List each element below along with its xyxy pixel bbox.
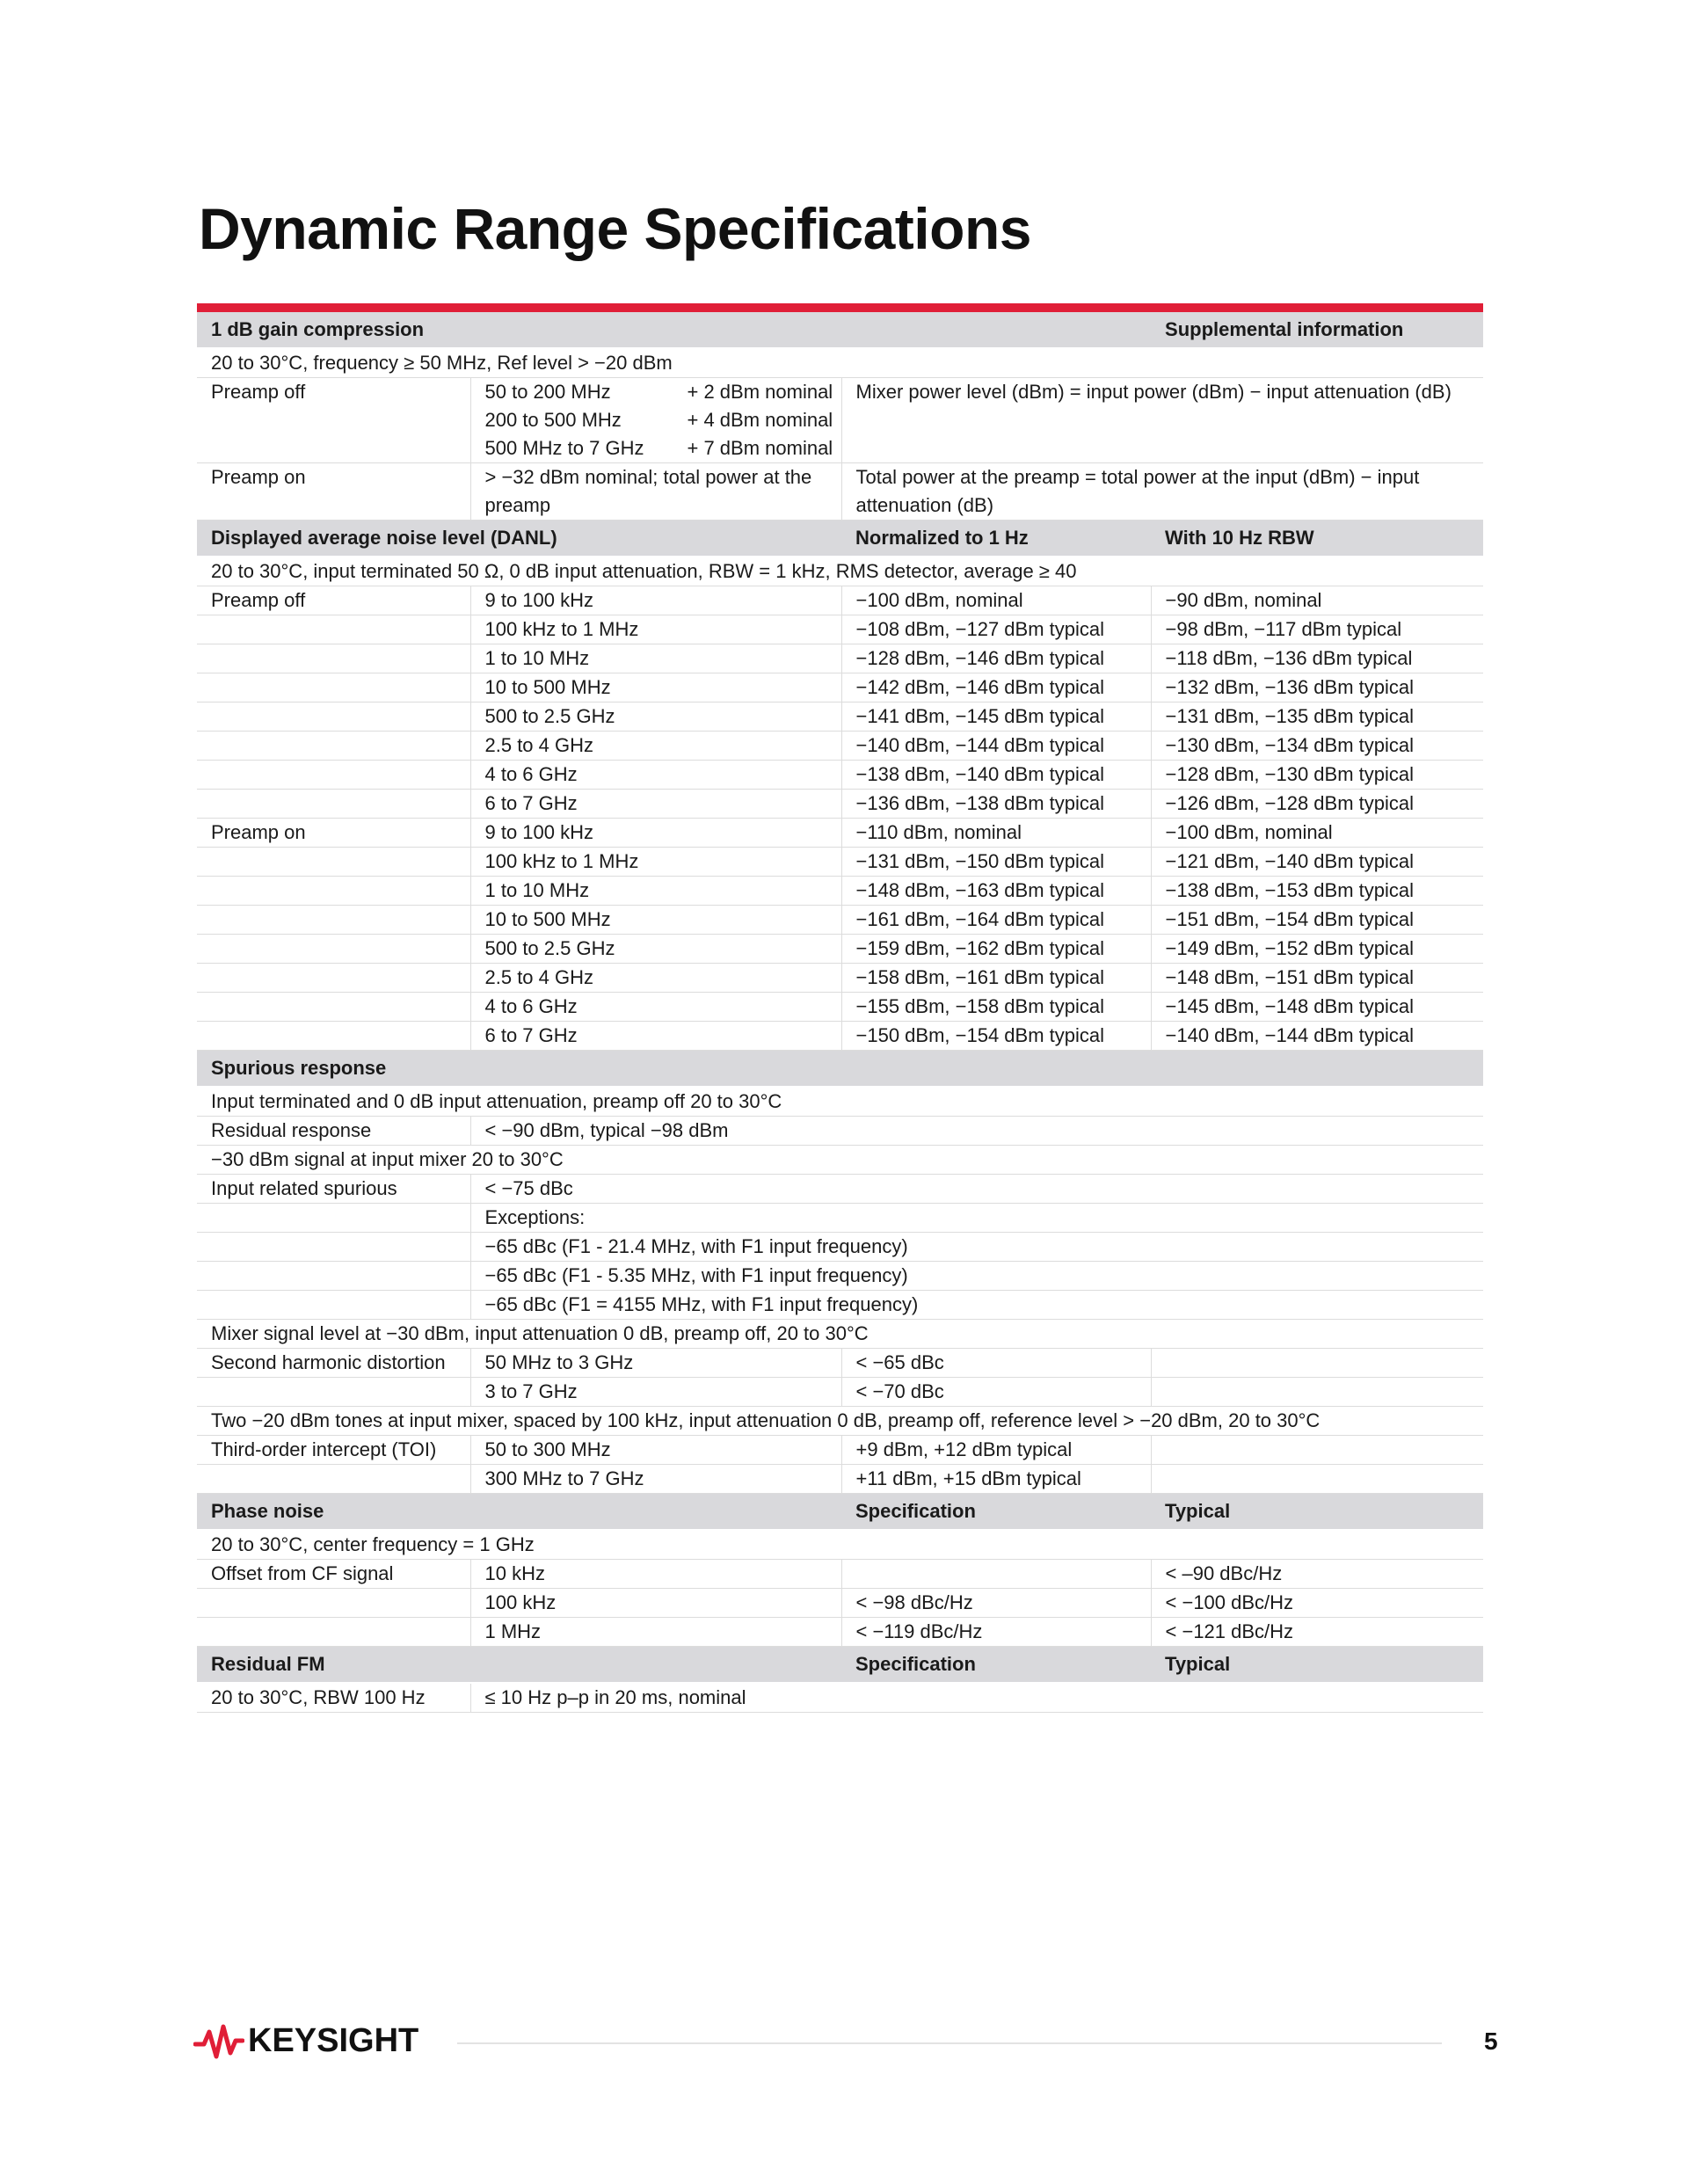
condition-row — [197, 1087, 1483, 1117]
table-row — [197, 790, 1483, 819]
empty-cell — [197, 732, 470, 761]
keysight-logo — [193, 2022, 418, 2060]
spec-value: < −98 dBc/Hz — [841, 1589, 1151, 1618]
rbw-value: −118 dBm, −136 dBm typical — [1151, 644, 1483, 673]
table-row — [197, 848, 1483, 877]
norm-value: −161 dBm, −164 dBm typical — [841, 906, 1151, 935]
table-row — [197, 1683, 1483, 1713]
norm-value: −159 dBm, −162 dBm typical — [841, 935, 1151, 964]
rbw-value: −140 dBm, −144 dBm typical — [1151, 1022, 1483, 1051]
empty-cell — [197, 673, 470, 703]
norm-value: −150 dBm, −154 dBm typical — [841, 1022, 1151, 1051]
red-header-rule — [197, 303, 1483, 312]
freq-range: 10 to 500 MHz — [470, 906, 841, 935]
spec-value: > −32 dBm nominal; total power at the preamp — [470, 463, 841, 521]
rbw-value: −151 dBm, −154 dBm typical — [1151, 906, 1483, 935]
table-row — [197, 1378, 1483, 1407]
spec-value: −65 dBc (F1 = 4155 MHz, with F1 input frequency) — [470, 1291, 1483, 1320]
section-title: Displayed average noise level (DANL) — [197, 521, 841, 557]
spec-table-wrapper — [197, 303, 1483, 1713]
table-row — [197, 1175, 1483, 1204]
condition-row — [197, 1407, 1483, 1436]
row-label: Second harmonic distortion — [197, 1349, 470, 1378]
spec-value: + 2 dBm nominal — [687, 381, 833, 403]
freq-range: 50 to 200 MHz — [484, 381, 611, 403]
page-title: Dynamic Range Specifications — [199, 196, 1031, 261]
table-row — [197, 1349, 1483, 1378]
empty-cell — [1151, 1349, 1483, 1378]
row-label: Third-order intercept (TOI) — [197, 1436, 470, 1465]
empty-cell — [197, 761, 470, 790]
norm-value: −131 dBm, −150 dBm typical — [841, 848, 1151, 877]
norm-value: −148 dBm, −163 dBm typical — [841, 877, 1151, 906]
norm-value: −136 dBm, −138 dBm typical — [841, 790, 1151, 819]
table-row — [197, 1291, 1483, 1320]
spec-value: +11 dBm, +15 dBm typical — [841, 1465, 1151, 1494]
norm-value: −128 dBm, −146 dBm typical — [841, 644, 1151, 673]
footer-divider — [457, 2042, 1442, 2044]
freq-range: 500 to 2.5 GHz — [470, 935, 841, 964]
table-row — [197, 1465, 1483, 1494]
empty-cell — [197, 848, 470, 877]
empty-cell — [197, 1465, 470, 1494]
freq-value-pair — [485, 406, 841, 434]
empty-cell — [1151, 1378, 1483, 1407]
spec-value: + 4 dBm nominal — [687, 409, 833, 431]
freq-range: 3 to 7 GHz — [470, 1378, 841, 1407]
freq-range: 9 to 100 kHz — [470, 819, 841, 848]
norm-value: −142 dBm, −146 dBm typical — [841, 673, 1151, 703]
section-header-phase-noise — [197, 1494, 1483, 1531]
condition-row — [197, 1530, 1483, 1560]
freq-range: 10 to 500 MHz — [470, 673, 841, 703]
section-header-danl — [197, 521, 1483, 557]
empty-cell — [197, 935, 470, 964]
column-header-empty — [841, 1051, 1151, 1088]
freq-range: 100 kHz to 1 MHz — [470, 848, 841, 877]
freq-range: 50 to 300 MHz — [470, 1436, 841, 1465]
table-row — [197, 935, 1483, 964]
norm-value: −108 dBm, −127 dBm typical — [841, 615, 1151, 644]
table-row — [197, 877, 1483, 906]
row-label: Offset from CF signal — [197, 1560, 470, 1589]
freq-value-cell — [470, 378, 841, 463]
condition-row — [197, 557, 1483, 586]
spec-value: −65 dBc (F1 - 21.4 MHz, with F1 input frequency) — [470, 1233, 1483, 1262]
column-header: Typical — [1151, 1494, 1483, 1531]
table-row — [197, 1022, 1483, 1051]
column-header-empty — [1151, 1051, 1483, 1088]
empty-cell — [197, 1233, 470, 1262]
table-row — [197, 819, 1483, 848]
norm-value: −158 dBm, −161 dBm typical — [841, 964, 1151, 993]
rbw-value: −138 dBm, −153 dBm typical — [1151, 877, 1483, 906]
rbw-value: −90 dBm, nominal — [1151, 586, 1483, 615]
table-row — [197, 703, 1483, 732]
freq-range: 1 to 10 MHz — [470, 644, 841, 673]
freq-range: 6 to 7 GHz — [470, 1022, 841, 1051]
table-row — [197, 1233, 1483, 1262]
condition-text: 20 to 30°C, frequency ≥ 50 MHz, Ref level > −20 dBm — [197, 348, 1483, 378]
empty-cell — [197, 1291, 470, 1320]
empty-cell — [1151, 1465, 1483, 1494]
spec-value: ≤ 10 Hz p–p in 20 ms, nominal — [470, 1683, 1483, 1713]
row-label: Preamp off — [197, 378, 470, 463]
table-row — [197, 1117, 1483, 1146]
table-row — [197, 1262, 1483, 1291]
empty-cell — [1151, 1436, 1483, 1465]
empty-cell — [197, 1378, 470, 1407]
table-row — [197, 378, 1483, 463]
typical-value: < –90 dBc/Hz — [1151, 1560, 1483, 1589]
spec-value: + 7 dBm nominal — [687, 437, 833, 459]
rbw-value: −149 dBm, −152 dBm typical — [1151, 935, 1483, 964]
freq-range: 300 MHz to 7 GHz — [470, 1465, 841, 1494]
offset-value: 100 kHz — [470, 1589, 841, 1618]
supplemental-note: Total power at the preamp = total power at the input (dBm) − input attenuation (dB) — [841, 463, 1483, 521]
offset-value: 10 kHz — [470, 1560, 841, 1589]
empty-cell — [197, 1262, 470, 1291]
section-title: Spurious response — [197, 1051, 841, 1088]
freq-range: 2.5 to 4 GHz — [470, 964, 841, 993]
norm-value: −110 dBm, nominal — [841, 819, 1151, 848]
column-header: With 10 Hz RBW — [1151, 521, 1483, 557]
condition-row — [197, 1320, 1483, 1349]
norm-value: −141 dBm, −145 dBm typical — [841, 703, 1151, 732]
table-row — [197, 906, 1483, 935]
spec-value: < −119 dBc/Hz — [841, 1618, 1151, 1647]
empty-cell — [197, 964, 470, 993]
table-row — [197, 761, 1483, 790]
rbw-value: −148 dBm, −151 dBm typical — [1151, 964, 1483, 993]
condition-text: Input terminated and 0 dB input attenuation, preamp off 20 to 30°C — [197, 1087, 1483, 1117]
rbw-value: −145 dBm, −148 dBm typical — [1151, 993, 1483, 1022]
rbw-value: −132 dBm, −136 dBm typical — [1151, 673, 1483, 703]
supplemental-note: Mixer power level (dBm) = input power (dBm) − input attenuation (dB) — [841, 378, 1483, 463]
row-label: Preamp on — [197, 819, 470, 848]
section-header-compression — [197, 312, 1483, 348]
table-row — [197, 1436, 1483, 1465]
keysight-wave-icon — [193, 2023, 244, 2060]
section-title: 1 dB gain compression — [197, 312, 1151, 348]
column-header: Normalized to 1 Hz — [841, 521, 1151, 557]
column-header: Specification — [841, 1647, 1151, 1684]
empty-cell — [197, 790, 470, 819]
empty-cell — [197, 1618, 470, 1647]
condition-text: 20 to 30°C, input terminated 50 Ω, 0 dB input attenuation, RBW = 1 kHz, RMS detector, average ≥ 40 — [197, 557, 1483, 586]
rbw-value: −100 dBm, nominal — [1151, 819, 1483, 848]
spec-value: < −65 dBc — [841, 1349, 1151, 1378]
table-row — [197, 964, 1483, 993]
empty-cell — [197, 877, 470, 906]
empty-cell — [197, 1022, 470, 1051]
norm-value: −138 dBm, −140 dBm typical — [841, 761, 1151, 790]
spec-value: < −90 dBm, typical −98 dBm — [470, 1117, 1483, 1146]
freq-range: 4 to 6 GHz — [470, 761, 841, 790]
freq-value-pair — [485, 434, 841, 462]
offset-value: 1 MHz — [470, 1618, 841, 1647]
column-header: Typical — [1151, 1647, 1483, 1684]
rbw-value: −131 dBm, −135 dBm typical — [1151, 703, 1483, 732]
empty-cell — [197, 993, 470, 1022]
table-row — [197, 615, 1483, 644]
spec-value: +9 dBm, +12 dBm typical — [841, 1436, 1151, 1465]
rbw-value: −128 dBm, −130 dBm typical — [1151, 761, 1483, 790]
row-label: Residual response — [197, 1117, 470, 1146]
section-title: Residual FM — [197, 1647, 841, 1684]
spec-value: < −75 dBc — [470, 1175, 1483, 1204]
page-number: 5 — [1484, 2027, 1498, 2055]
row-label: Input related spurious — [197, 1175, 470, 1204]
condition-text: −30 dBm signal at input mixer 20 to 30°C — [197, 1146, 1483, 1175]
condition-row — [197, 1146, 1483, 1175]
freq-range: 500 to 2.5 GHz — [470, 703, 841, 732]
norm-value: −155 dBm, −158 dBm typical — [841, 993, 1151, 1022]
row-label: Preamp on — [197, 463, 470, 521]
column-header: Specification — [841, 1494, 1151, 1531]
row-label: Preamp off — [197, 586, 470, 615]
table-row — [197, 586, 1483, 615]
table-row — [197, 1204, 1483, 1233]
freq-range: 4 to 6 GHz — [470, 993, 841, 1022]
freq-range: 9 to 100 kHz — [470, 586, 841, 615]
freq-range: 2.5 to 4 GHz — [470, 732, 841, 761]
typical-value: < −100 dBc/Hz — [1151, 1589, 1483, 1618]
empty-cell — [197, 1589, 470, 1618]
condition-text: Two −20 dBm tones at input mixer, spaced by 100 kHz, input attenuation 0 dB, preamp off, reference level > −20 dBm, 20 to 30°C — [197, 1407, 1483, 1436]
brand-name: KEYSIGHT — [248, 2022, 419, 2059]
condition-row — [197, 348, 1483, 378]
freq-range: 1 to 10 MHz — [470, 877, 841, 906]
freq-value-pair — [485, 378, 841, 406]
table-row — [197, 1618, 1483, 1647]
spec-value: < −70 dBc — [841, 1378, 1151, 1407]
freq-range: 50 MHz to 3 GHz — [470, 1349, 841, 1378]
empty-cell — [197, 615, 470, 644]
condition-text: 20 to 30°C, center frequency = 1 GHz — [197, 1530, 1483, 1560]
section-header-spurious — [197, 1051, 1483, 1088]
norm-value: −140 dBm, −144 dBm typical — [841, 732, 1151, 761]
rbw-value: −126 dBm, −128 dBm typical — [1151, 790, 1483, 819]
empty-cell — [197, 644, 470, 673]
freq-range: 100 kHz to 1 MHz — [470, 615, 841, 644]
spec-value — [841, 1560, 1151, 1589]
spec-value: Exceptions: — [470, 1204, 1483, 1233]
rbw-value: −130 dBm, −134 dBm typical — [1151, 732, 1483, 761]
norm-value: −100 dBm, nominal — [841, 586, 1151, 615]
freq-range: 500 MHz to 7 GHz — [484, 437, 644, 459]
rbw-value: −98 dBm, −117 dBm typical — [1151, 615, 1483, 644]
table-row — [197, 1560, 1483, 1589]
freq-range: 200 to 500 MHz — [484, 409, 622, 431]
spec-value: −65 dBc (F1 - 5.35 MHz, with F1 input frequency) — [470, 1262, 1483, 1291]
empty-cell — [197, 703, 470, 732]
table-row — [197, 644, 1483, 673]
section-header-residual-fm — [197, 1647, 1483, 1684]
dynamic-range-table — [197, 312, 1483, 1713]
rbw-value: −121 dBm, −140 dBm typical — [1151, 848, 1483, 877]
column-header: Supplemental information — [1151, 312, 1483, 348]
freq-range: 6 to 7 GHz — [470, 790, 841, 819]
empty-cell — [197, 906, 470, 935]
table-row — [197, 673, 1483, 703]
section-title: Phase noise — [197, 1494, 841, 1531]
table-row — [197, 732, 1483, 761]
condition-text: Mixer signal level at −30 dBm, input attenuation 0 dB, preamp off, 20 to 30°C — [197, 1320, 1483, 1349]
empty-cell — [197, 1204, 470, 1233]
table-row — [197, 463, 1483, 521]
typical-value: < −121 dBc/Hz — [1151, 1618, 1483, 1647]
row-label: 20 to 30°C, RBW 100 Hz — [197, 1683, 470, 1713]
table-row — [197, 1589, 1483, 1618]
table-row — [197, 993, 1483, 1022]
